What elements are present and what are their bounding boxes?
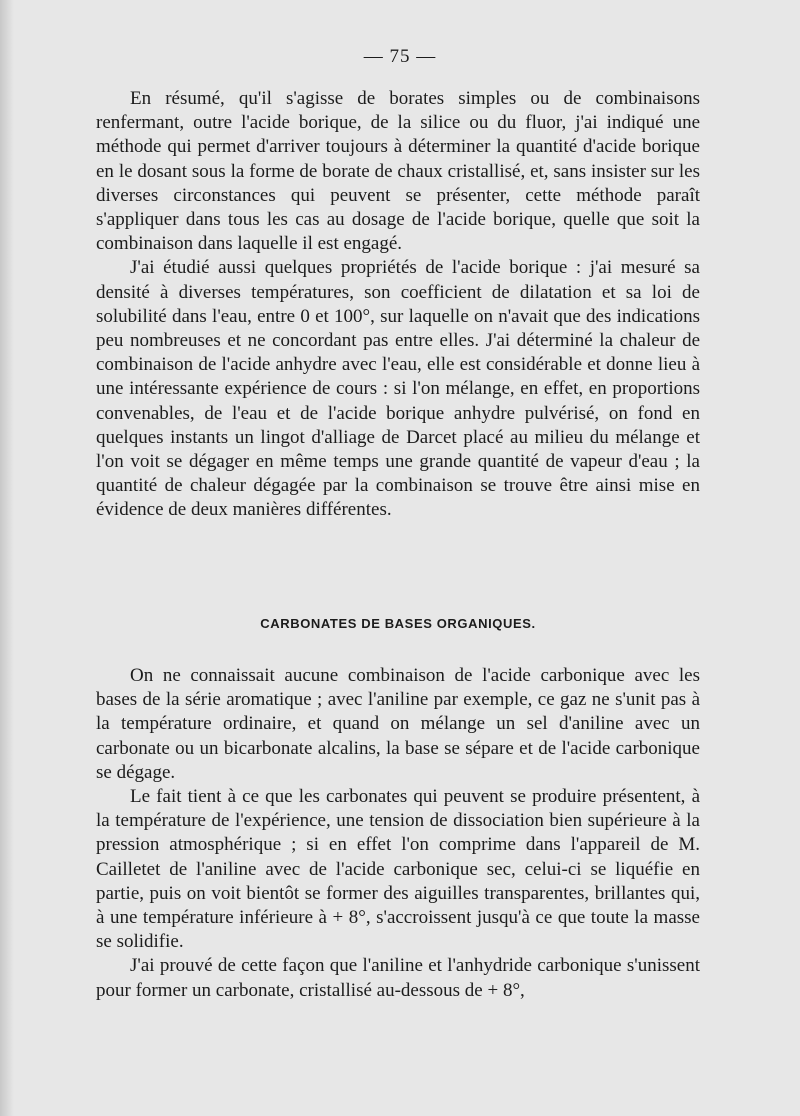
section-carbonates (96, 664, 700, 1003)
paragraph: J'ai prouvé de cette façon que l'aniline et l'anhydride carbonique s'unissent pour former un carbonate, cristallisé au-dessous de + 8°, (96, 955, 700, 1001)
paragraph: On ne connaissait aucune combinaison de l'acide carbonique avec les bases de la série aromatique ; avec l'aniline par exemple, ce gaz ne s'unit pas à la température ordinaire, et quand on mélange un sel d'aniline avec un carbonate ou un bicarbonate alcalins, la base se sépare et de l'acide carbonique se dégage. (96, 665, 700, 783)
section-borates (96, 87, 700, 523)
page-number: — 75 — (363, 46, 437, 67)
paragraph: J'ai étudié aussi quelques propriétés de l'acide borique : j'ai mesuré sa densité à diverses températures, son coefficient de dilatation et sa loi de solubilité dans l'eau, entre 0 et 100°, sur laquelle on n'avait que des indications peu nombreuses et ne concordant pas entre elles. J'ai déterminé la chaleur de combinaison de l'acide anhydre avec l'eau, elle est considérable et donne lieu à une intéressante expérience de cours : si l'on mélange, en effet, en proportions convenables, de l'eau et de l'acide borique anhydre pulvérisé, on fond en quelques instants un lingot d'alliage de Darcet placé au milieu du mélange et l'on voit se dégager en même temps une grande quantité de vapeur d'eau ; la quantité de chaleur dégagée par la combinaison se trouve être ainsi mise en évidence de deux manières différentes. (96, 257, 700, 521)
paragraph: Le fait tient à ce que les carbonates qui peuvent se produire présentent, à la température de l'expérience, une tension de dissociation bien supérieure à la pression atmosphérique ; si en effet l'on comprime dans l'appareil de M. Cailletet de l'aniline avec de l'acide carbonique sec, celui-ci se liquéfie en partie, puis on voit bientôt se former des aiguilles transparentes, brillantes qui, à une température inférieure à + 8°, s'accroissent jusqu'à ce que toute la masse se solidifie. (96, 786, 700, 953)
paragraph: En résumé, qu'il s'agisse de borates simples ou de combinaisons renfermant, outre l'acide borique, de la silice ou du fluor, j'ai indiqué une méthode qui permet d'arriver toujours à déterminer la quantité d'acide borique en le dosant sous la forme de borate de chaux cristallisé, et, sans insister sur les diverses circonstances qui peuvent se présenter, cette méthode paraît s'appliquer dans tous les cas au dosage de l'acide borique, quelle que soit la combinaison dans laquelle il est engagé. (96, 88, 700, 255)
section-heading: CARBONATES DE BASES ORGANIQUES. (260, 616, 536, 631)
